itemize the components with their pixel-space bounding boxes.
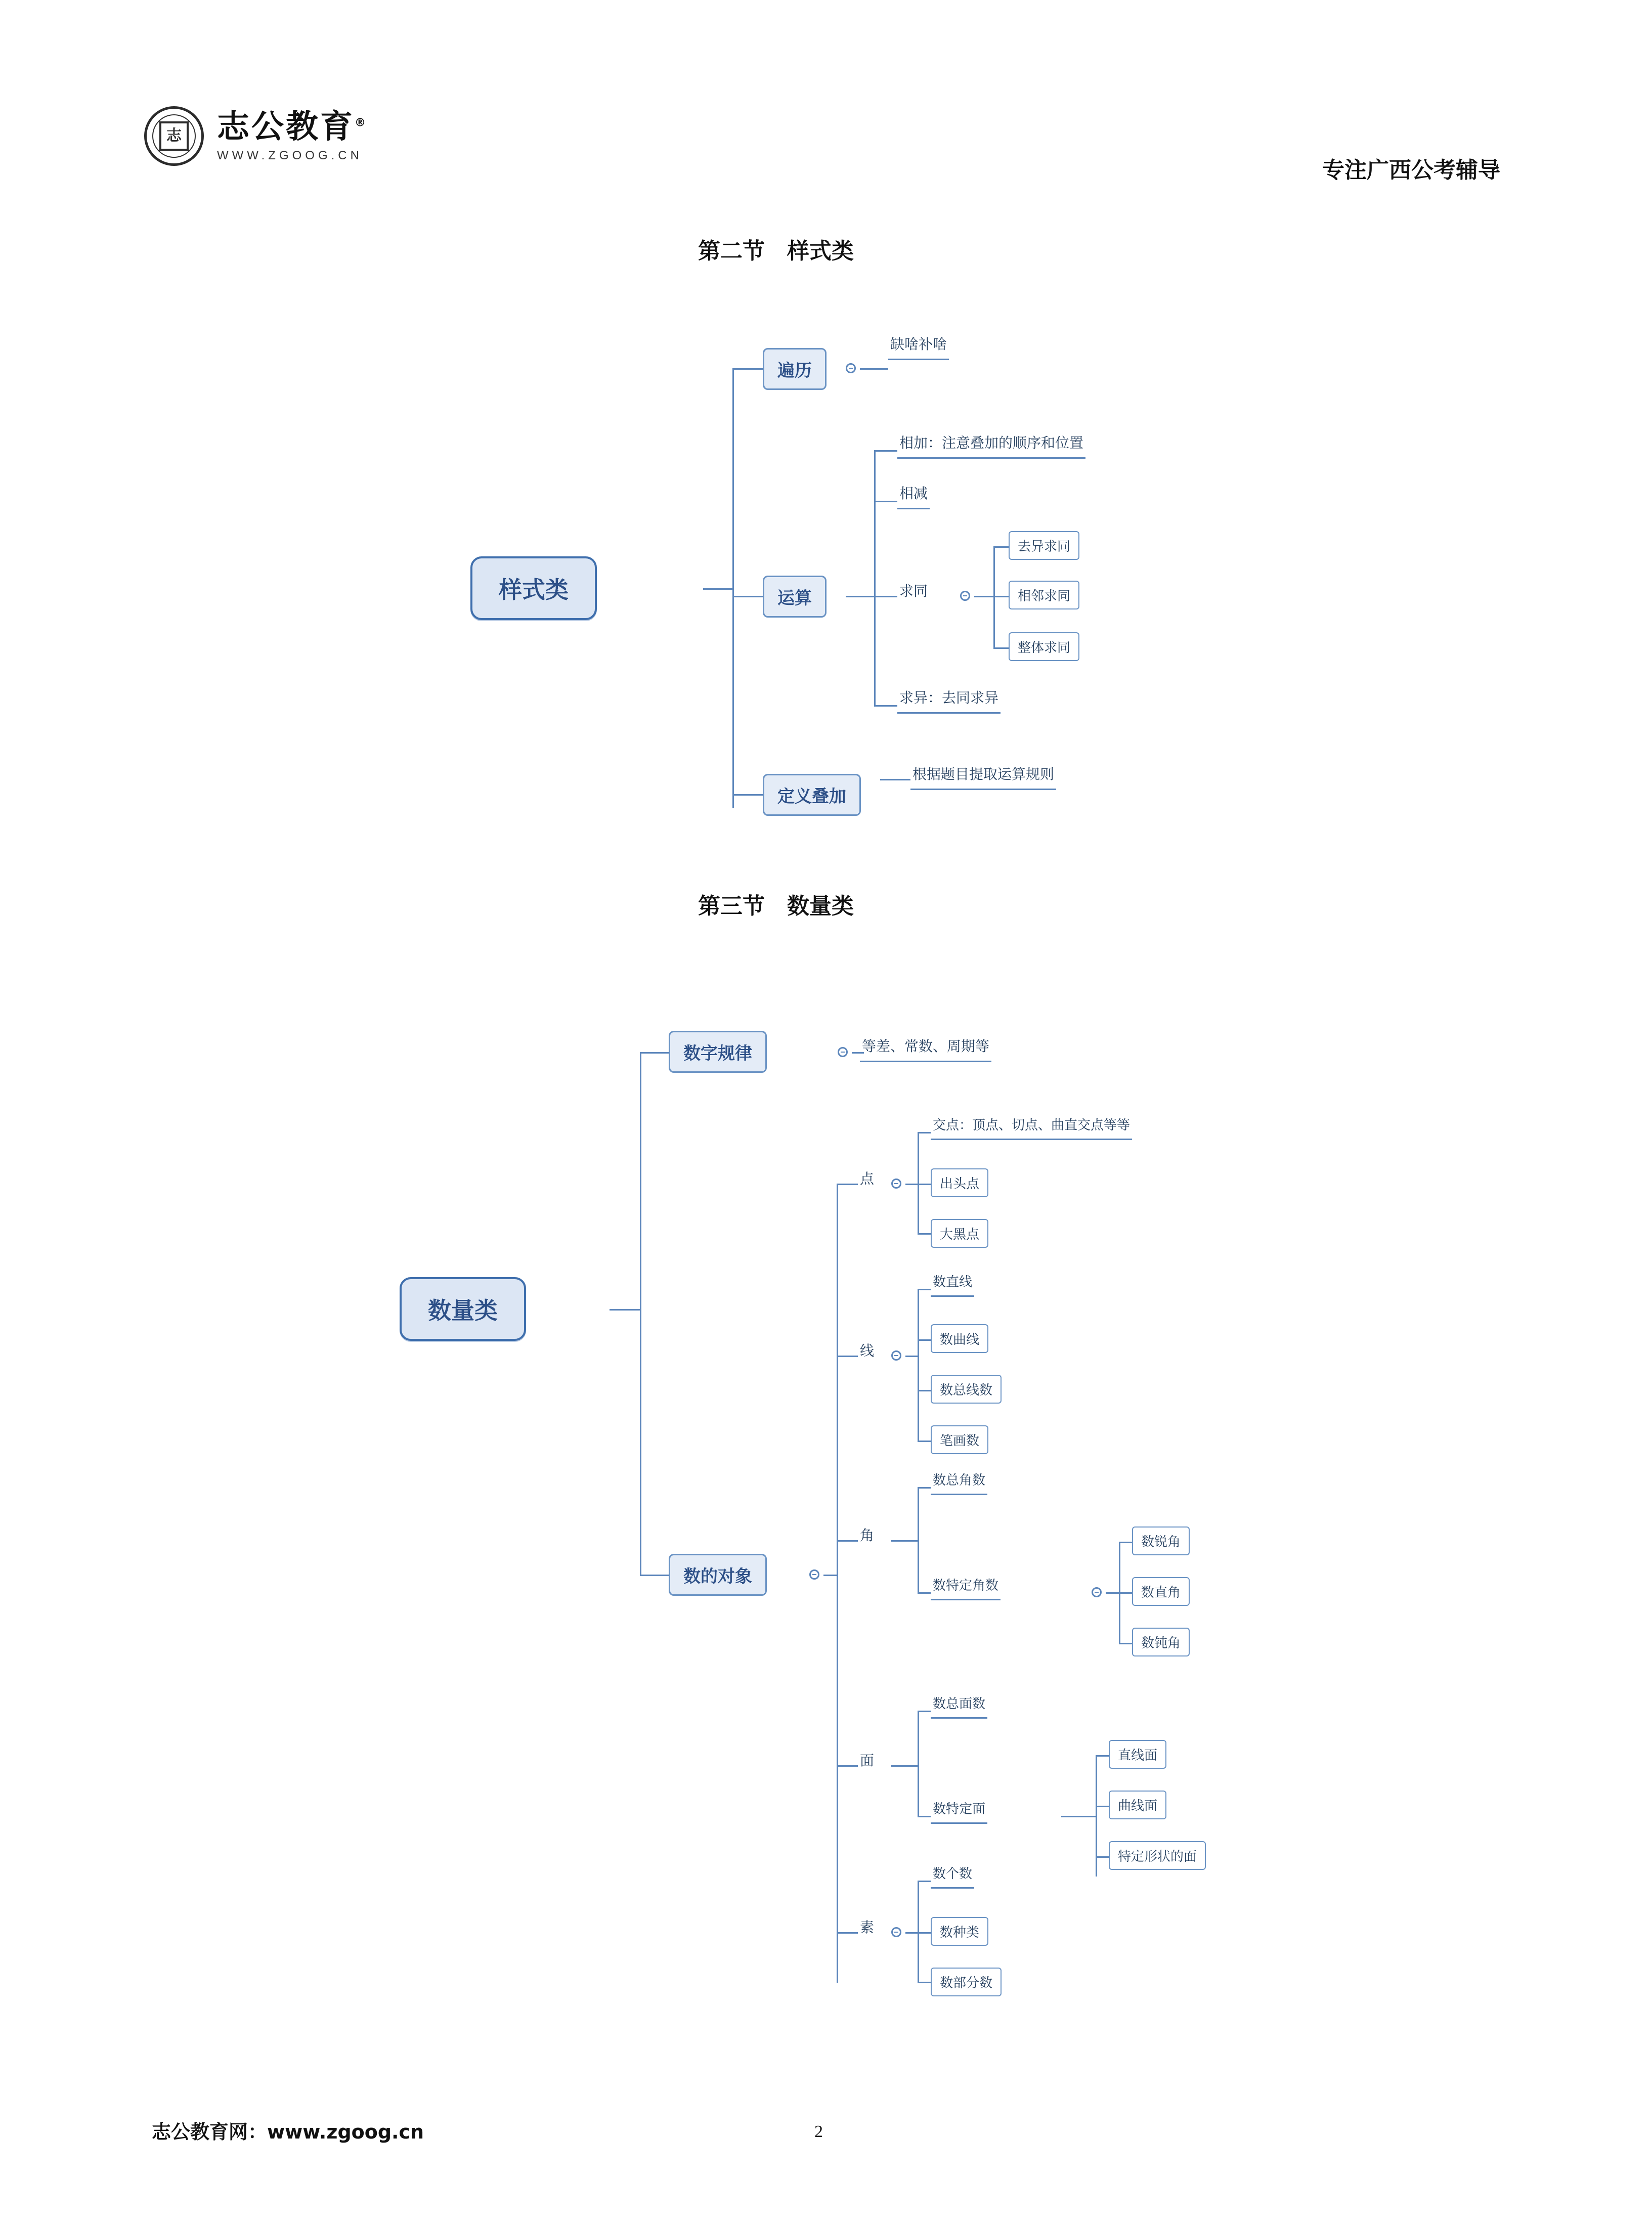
page-number: 2 [814,2122,823,2141]
connector [918,1339,931,1341]
connector [703,588,733,590]
mindmap2-leaf: 数总角数 [931,1468,987,1495]
brand-url: WWW.ZGOOG.CN [217,149,363,163]
connector [918,1132,919,1233]
mindmap2-leaf: 数直角 [1132,1577,1190,1606]
collapse-knob-icon [891,1179,901,1189]
mindmap1-leaf: 根据题目提取运算规则 [910,761,1056,790]
mindmap2-leaf: 大黑点 [931,1219,988,1248]
connector [610,1309,641,1311]
seal-character: 志 [159,121,189,151]
collapse-knob-icon [838,1047,848,1057]
connector [1119,1643,1132,1644]
mindmap2-leaf: 数个数 [931,1861,974,1889]
mindmap1-leaf: 求同 [899,583,928,599]
connector [640,1052,641,1576]
connector [823,1575,838,1576]
mindmap2-sub: 线 [860,1342,875,1359]
mindmap2-leaf: 特定形状的面 [1109,1841,1206,1870]
connector [874,596,897,597]
mindmap1-leaf: 相减 [897,481,930,509]
mindmap1-branch-2: 运算 [763,576,827,618]
collapse-knob-icon [846,363,856,373]
mindmap2-leaf: 交点：顶点、切点、曲直交点等等 [931,1113,1132,1140]
mindmap2-sub: 点 [860,1170,875,1187]
connector [918,1711,919,1816]
connector [918,1289,931,1290]
seal-icon [144,106,204,166]
connector [860,368,888,370]
mindmap2-leaf: 出头点 [931,1168,988,1197]
connector [640,1052,670,1054]
connector [874,501,897,502]
brand-trademark: ® [355,116,368,129]
connector [874,450,897,452]
page-header [0,0,1652,212]
connector [874,705,897,707]
connector [993,546,1009,548]
mindmap2-leaf: 数种类 [931,1917,988,1946]
connector [918,1816,931,1817]
connector [837,1765,858,1767]
mindmap2-leaf: 数总线数 [931,1375,1002,1404]
mindmap2-leaf: 曲线面 [1109,1791,1166,1819]
connector [905,1932,919,1934]
mindmap1-leaf: 缺啥补啥 [888,331,949,360]
connector [993,647,1009,649]
connector [918,1132,931,1133]
mindmap2-branch-1: 数字规律 [669,1031,767,1073]
connector [918,1233,931,1235]
connector [918,1932,931,1934]
collapse-knob-icon [891,1927,901,1937]
connector [918,1982,931,1983]
connector [732,794,764,796]
connector [918,1390,931,1391]
connector [1106,1592,1120,1594]
brand-logo [144,106,368,166]
mindmap2-root: 数量类 [400,1277,526,1341]
connector [1061,1816,1097,1817]
connector [918,1881,919,1982]
connector [732,596,764,597]
connector [837,1184,858,1185]
mindmap2-leaf: 数锐角 [1132,1526,1190,1555]
mindmap2-sub: 面 [860,1752,875,1769]
connector [891,1765,919,1767]
mindmap2-leaf: 笔画数 [931,1425,988,1454]
connector [732,368,764,370]
mindmap1-root: 样式类 [470,556,597,620]
connector [918,1184,931,1185]
connector [640,1575,670,1576]
mindmap2-leaf: 数部分数 [931,1968,1002,1996]
connector [1096,1755,1109,1757]
mindmap1-branch-3: 定义叠加 [763,774,861,816]
mindmap2-leaf: 数总面数 [931,1691,987,1719]
collapse-knob-icon [891,1350,901,1361]
connector [918,1289,919,1441]
brand-name [217,109,368,145]
connector [974,596,994,597]
connector [918,1592,931,1594]
mindmap2-sub: 角 [860,1527,875,1544]
connector [837,1184,838,1983]
collapse-knob-icon [809,1569,819,1580]
connector [874,450,876,705]
connector [918,1441,931,1442]
section-title-1: 第二节 样式类 [698,238,854,264]
connector [846,596,875,597]
header-tagline: 专注广西公考辅导 [1322,157,1500,183]
connector [918,1487,919,1592]
mindmap1-leaf: 相加：注意叠加的顺序和位置 [897,430,1085,459]
mindmap2-leaf: 数直线 [931,1270,974,1297]
footer-site: 志公教育网：www.zgoog.cn [152,2121,424,2143]
mindmap2-leaf: 直线面 [1109,1740,1166,1769]
connector [880,779,910,780]
connector [837,1356,858,1357]
connector [1096,1755,1097,1877]
connector [993,596,1009,597]
mindmap2-leaf: 数特定角数 [931,1573,1001,1600]
mindmap2-sub: 素 [860,1919,875,1936]
mindmap1-leaf: 求异：去同求异 [897,685,1001,714]
mindmap2-branch-2: 数的对象 [669,1554,767,1596]
collapse-knob-icon [960,591,970,601]
connector [918,1711,931,1712]
connector [1096,1856,1109,1858]
mindmap2-leaf: 数曲线 [931,1324,988,1353]
connector [918,1487,931,1489]
connector [732,368,734,808]
mindmap2-leaf: 数钝角 [1132,1628,1190,1656]
connector [837,1932,858,1934]
mindmap1-branch-1: 遍历 [763,348,827,390]
connector [905,1184,919,1185]
brand-text [217,109,368,163]
connector [1119,1592,1132,1594]
mindmap2-leaf: 等差、常数、周期等 [860,1033,991,1062]
connector [837,1540,858,1542]
mindmap1-leaf: 整体求同 [1009,632,1079,661]
collapse-knob-icon [1092,1587,1102,1597]
mindmap2-leaf: 数特定面 [931,1797,987,1824]
section-title-2: 第三节 数量类 [698,893,854,919]
mindmap1-leaf: 去异求同 [1009,531,1079,560]
connector [1119,1542,1132,1543]
connector [1096,1806,1109,1807]
connector [905,1356,919,1357]
brand-name-text: 志公教育 [217,108,355,146]
connector [891,1540,919,1542]
mindmap1-leaf: 相邻求同 [1009,581,1079,609]
connector [918,1881,931,1882]
